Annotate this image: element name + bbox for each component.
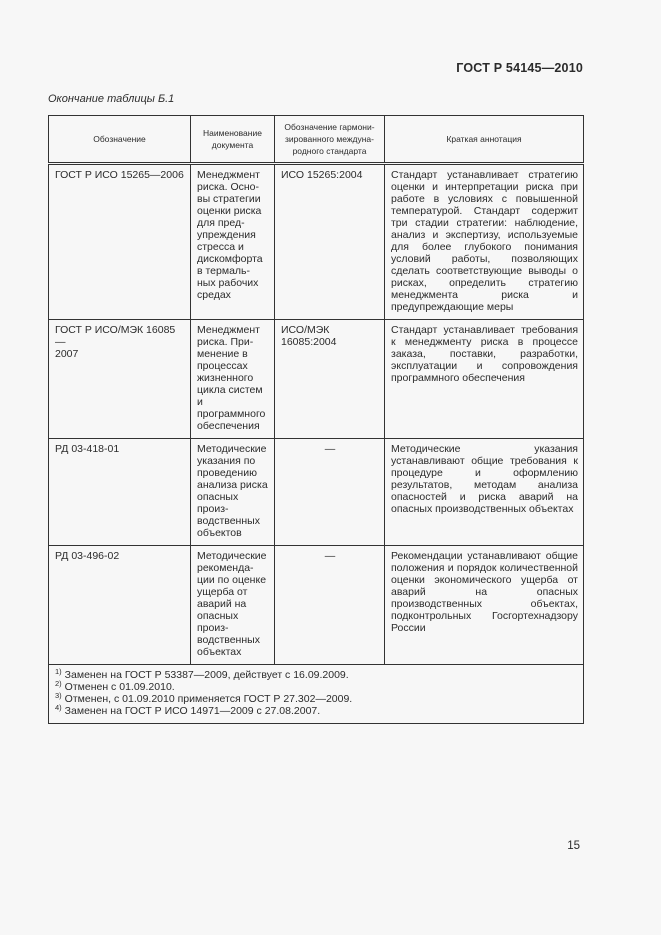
cell-annotation: Рекомендации устанавливают общие положения и порядок количественной оценки экономического ущерба от аварий на опасных производственных объектах, подконтрольных Госгортехнадзору России — [385, 546, 584, 665]
footnote-marker: 2) — [55, 678, 62, 688]
header-doc-name: Наименование документа — [191, 116, 275, 164]
header-designation: Обозначение — [49, 116, 191, 164]
table-row — [49, 439, 584, 546]
table-header-row — [49, 116, 584, 164]
table-header — [49, 116, 584, 164]
cell-annotation: Стандарт устанавливает стратегию оценки и интерпретации риска при работе в условиях с повышенной температурой. Стандарт содержит три стадии стратегии: наблюдение, анализ и экспертизу, используемые для более глубокого понимания условий работы, позволяющих сделать соответствующие выводы о рисках, определить стратегию менеджмента риска и предупреждающие меры — [385, 164, 584, 320]
footnote-marker: 3) — [55, 690, 62, 700]
cell-designation: РД 03-418-01 — [49, 439, 191, 546]
footnote-text: Заменен на ГОСТ Р 53387—2009, действует с 16.09.2009. — [64, 669, 349, 681]
footnote — [55, 702, 578, 717]
cell-doc-name: Методические указания по проведению анализа риска опасных произ- водственных объектов — [191, 439, 275, 546]
table-row — [49, 164, 584, 320]
cell-doc-name: Методические рекоменда- ции по оценке ущерба от аварий на опасных произ- водственных объектах — [191, 546, 275, 665]
cell-doc-name: Менеджмент риска. При- менение в процессах жизненного цикла систем и программного обеспечения — [191, 320, 275, 439]
cell-annotation: Методические указания устанавливают общие требования к процедуре и оформлению результатов, методам анализа опасностей и риска аварий на опасных производственных объектах — [385, 439, 584, 546]
page-content — [48, 0, 583, 724]
header-annotation: Краткая аннотация — [385, 116, 584, 164]
footnote-text: Заменен на ГОСТ Р ИСО 14971—2009 с 27.08.2007. — [64, 705, 321, 717]
cell-designation: ГОСТ Р ИСО 15265—2006 — [49, 164, 191, 320]
standard-reference-title: ГОСТ Р 54145—2010 — [456, 61, 583, 75]
cell-intl-standard: — — [275, 546, 385, 665]
footnote — [55, 690, 578, 705]
cell-designation: РД 03-496-02 — [49, 546, 191, 665]
cell-intl-standard: ИСО/МЭК 16085:2004 — [275, 320, 385, 439]
cell-designation: ГОСТ Р ИСО/МЭК 16085— 2007 — [49, 320, 191, 439]
table-row — [49, 320, 584, 439]
cell-doc-name: Менеджмент риска. Осно- вы стратегии оценки риска для пред- упреждения стресса и дискомфорта в термаль- ных рабочих средах — [191, 164, 275, 320]
header-intl-standard: Обозначение гармони- зированного междуна- родного стандарта — [275, 116, 385, 164]
footnotes-cell — [49, 665, 584, 724]
footnotes-row — [49, 665, 584, 724]
table-caption: Окончание таблицы Б.1 — [48, 93, 175, 105]
standards-table — [48, 115, 584, 724]
table-body — [49, 164, 584, 724]
footnote-text: Отменен, с 01.09.2010 применяется ГОСТ Р 27.302—2009. — [64, 693, 353, 705]
footnote — [55, 666, 578, 681]
footnote-text: Отменен с 01.09.2010. — [64, 681, 175, 693]
footnote — [55, 678, 578, 693]
cell-intl-standard: ИСО 15265:2004 — [275, 164, 385, 320]
table-row — [49, 546, 584, 665]
page-number: 15 — [567, 840, 580, 852]
cell-intl-standard: — — [275, 439, 385, 546]
footnote-marker: 4) — [55, 702, 62, 712]
cell-annotation: Стандарт устанавливает требования к менеджменту риска в процессе заказа, поставки, разработки, эксплуатации и сопровождения программного обеспечения — [385, 320, 584, 439]
footnote-marker: 1) — [55, 666, 62, 676]
